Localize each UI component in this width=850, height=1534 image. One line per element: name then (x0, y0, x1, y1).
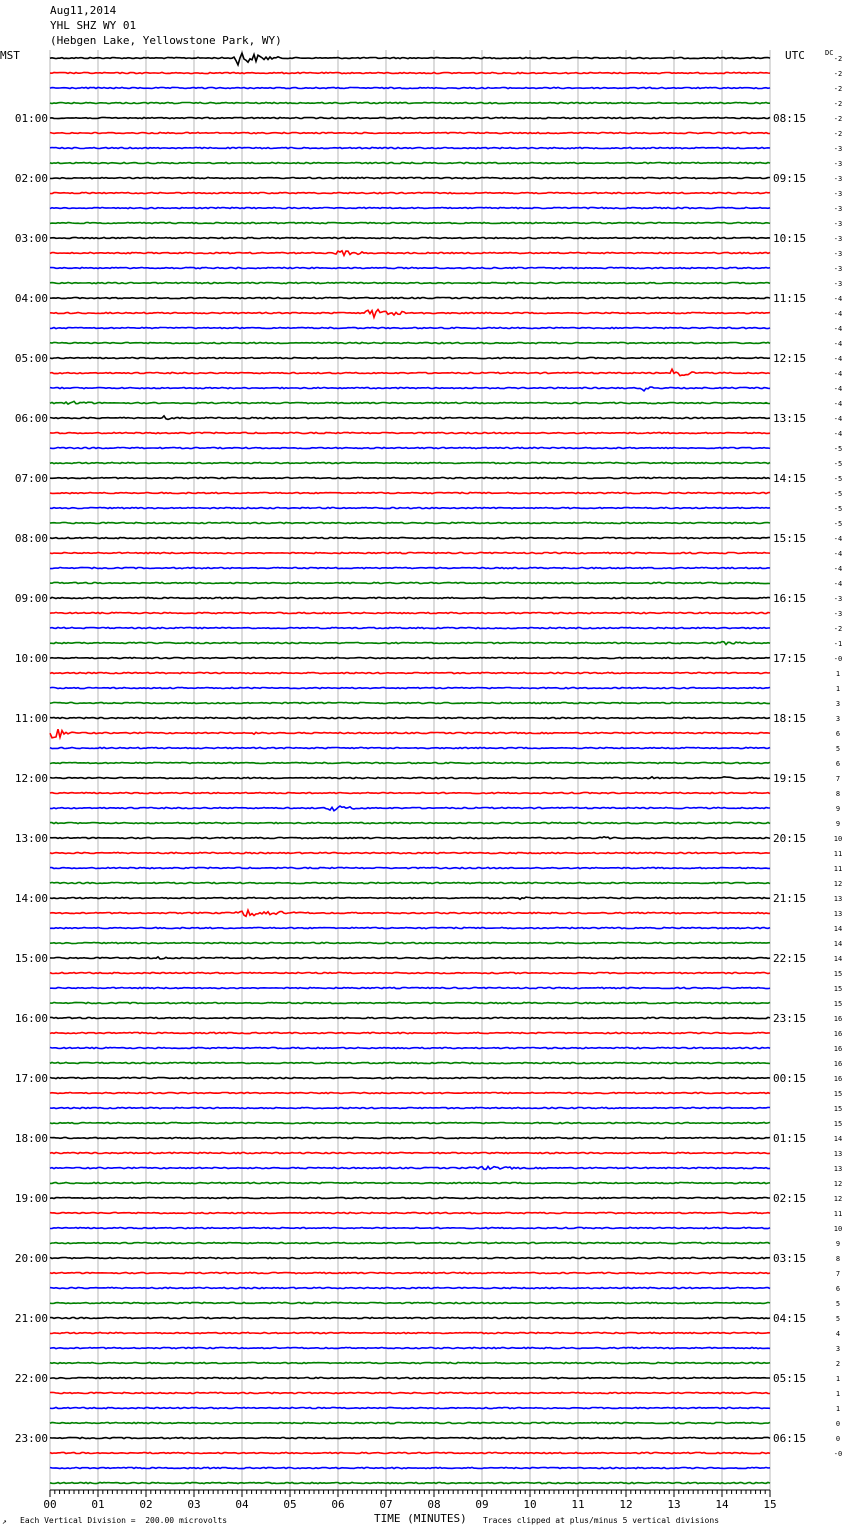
left-hour-label: 09:00 (14, 592, 48, 605)
trace-row-65 (50, 1032, 770, 1033)
trace-row-45 (50, 729, 770, 738)
trace-row-14 (50, 267, 770, 268)
dc-offset: 14 (833, 925, 843, 933)
trace-row-80 (50, 1257, 770, 1258)
dc-offset: 1 (835, 1405, 841, 1413)
trace-row-79 (50, 1242, 770, 1243)
trace-row-27 (50, 462, 770, 463)
dc-offset: -4 (833, 580, 843, 588)
trace-row-90 (50, 1407, 770, 1408)
trace-row-42 (50, 687, 770, 688)
trace-row-92 (50, 1437, 770, 1438)
left-hour-label: 16:00 (14, 1012, 48, 1025)
trace-row-59 (50, 942, 770, 943)
dc-offset: 8 (835, 790, 841, 798)
trace-row-47 (50, 762, 770, 763)
dc-offset: -5 (833, 445, 843, 453)
dc-offset: -5 (833, 460, 843, 468)
trace-row-22 (50, 387, 770, 391)
right-hour-label: 12:15 (773, 352, 807, 365)
right-hour-label: 00:15 (773, 1072, 807, 1085)
right-hour-label: 09:15 (773, 172, 807, 185)
dc-offset: -2 (833, 100, 843, 108)
right-hour-label: 19:15 (773, 772, 807, 785)
dc-offset: 7 (835, 775, 841, 783)
trace-row-66 (50, 1047, 770, 1048)
trace-row-70 (50, 1107, 770, 1108)
dc-offset: 10 (833, 835, 843, 843)
trace-row-88 (50, 1377, 770, 1378)
x-tick-label: 04 (235, 1498, 249, 1511)
dc-offset: -3 (833, 250, 843, 258)
dc-offset: 1 (835, 1390, 841, 1398)
trace-row-28 (50, 477, 770, 478)
dc-offset: -3 (833, 595, 843, 603)
trace-row-82 (50, 1287, 770, 1288)
dc-offset: -2 (833, 130, 843, 138)
left-hour-label: 01:00 (14, 112, 48, 125)
trace-row-87 (50, 1362, 770, 1363)
right-hour-label: 05:15 (773, 1372, 807, 1385)
trace-row-69 (50, 1092, 770, 1093)
trace-row-48 (50, 777, 770, 779)
x-tick-label: 00 (43, 1498, 57, 1511)
dc-offset: -4 (833, 385, 843, 393)
trace-row-2 (50, 87, 770, 88)
dc-offset: 16 (833, 1075, 843, 1083)
x-tick-label: 14 (715, 1498, 729, 1511)
trace-row-51 (50, 822, 770, 823)
x-tick-label: 05 (283, 1498, 297, 1511)
dc-offset: 1 (835, 685, 841, 693)
trace-row-36 (50, 597, 770, 598)
trace-row-23 (50, 401, 770, 404)
trace-row-12 (50, 237, 770, 238)
dc-offset: 16 (833, 1045, 843, 1053)
dc-offset: -5 (833, 475, 843, 483)
left-hour-label: 17:00 (14, 1072, 48, 1085)
dc-offset: 13 (833, 1150, 843, 1158)
left-hour-label: 19:00 (14, 1192, 48, 1205)
dc-offset: -4 (833, 400, 843, 408)
trace-row-11 (50, 222, 770, 223)
x-axis-title: TIME (MINUTES) (374, 1512, 467, 1525)
right-hour-label: 18:15 (773, 712, 807, 725)
dc-offset: 15 (833, 1000, 843, 1008)
corner-mark: ↗ (2, 1517, 7, 1526)
trace-row-86 (50, 1347, 770, 1348)
dc-offset: -4 (833, 370, 843, 378)
trace-row-4 (50, 117, 770, 118)
right-hour-label: 16:15 (773, 592, 807, 605)
dc-offset: -3 (833, 280, 843, 288)
dc-offset: 15 (833, 1120, 843, 1128)
trace-row-39 (50, 642, 770, 645)
trace-row-68 (50, 1077, 770, 1078)
right-hour-label: 14:15 (773, 472, 807, 485)
dc-offset: 5 (835, 1300, 841, 1308)
trace-row-25 (50, 432, 770, 433)
right-hour-label: 02:15 (773, 1192, 807, 1205)
trace-row-85 (50, 1332, 770, 1333)
trace-row-72 (50, 1137, 770, 1138)
dc-offset: 14 (833, 1135, 843, 1143)
left-hour-label: 20:00 (14, 1252, 48, 1265)
dc-offset: 3 (835, 715, 841, 723)
dc-offset: 11 (833, 850, 843, 858)
trace-row-9 (50, 192, 770, 193)
dc-offset: -4 (833, 535, 843, 543)
x-tick-label: 11 (571, 1498, 585, 1511)
dc-offset: -2 (833, 55, 843, 63)
dc-offset: 6 (835, 760, 841, 768)
left-hour-label: 02:00 (14, 172, 48, 185)
trace-row-57 (50, 910, 770, 916)
dc-offset: -5 (833, 520, 843, 528)
dc-offset: 15 (833, 985, 843, 993)
trace-row-20 (50, 357, 770, 358)
left-hour-label: 18:00 (14, 1132, 48, 1145)
left-hour-label: 06:00 (14, 412, 48, 425)
dc-offset: 1 (835, 670, 841, 678)
dc-offset: 1 (835, 1375, 841, 1383)
trace-row-40 (50, 657, 770, 658)
trace-row-8 (50, 177, 770, 178)
dc-offset: -4 (833, 340, 843, 348)
plot-date: Aug11,2014 (50, 4, 117, 17)
trace-row-33 (50, 552, 770, 553)
left-hour-label: 04:00 (14, 292, 48, 305)
dc-offset: -4 (833, 355, 843, 363)
trace-row-32 (50, 537, 770, 538)
trace-row-54 (50, 867, 770, 868)
trace-row-37 (50, 612, 770, 613)
dc-offset: 7 (835, 1270, 841, 1278)
dc-offset: 9 (835, 805, 841, 813)
trace-row-81 (50, 1272, 770, 1273)
trace-row-6 (50, 147, 770, 148)
dc-offset: -4 (833, 430, 843, 438)
right-hour-label: 23:15 (773, 1012, 807, 1025)
dc-offset: -3 (833, 220, 843, 228)
trace-row-55 (50, 882, 770, 883)
left-hour-label: 07:00 (14, 472, 48, 485)
trace-row-19 (50, 342, 770, 343)
dc-offset: 9 (835, 1240, 841, 1248)
left-hour-label: 14:00 (14, 892, 48, 905)
trace-row-95 (50, 1482, 770, 1483)
dc-offset: 15 (833, 1105, 843, 1113)
dc-offset: 10 (833, 1225, 843, 1233)
trace-row-34 (50, 567, 770, 568)
dc-offset: 12 (833, 880, 843, 888)
right-hour-label: 21:15 (773, 892, 807, 905)
left-hour-label: 21:00 (14, 1312, 48, 1325)
dc-offset: 3 (835, 700, 841, 708)
dc-offset: 13 (833, 1165, 843, 1173)
trace-row-5 (50, 132, 770, 133)
right-hour-label: 10:15 (773, 232, 807, 245)
dc-offset: 5 (835, 1315, 841, 1323)
dc-offset: 4 (835, 1330, 841, 1338)
dc-offset: -2 (833, 115, 843, 123)
left-hour-label: 13:00 (14, 832, 48, 845)
dc-offset: 13 (833, 895, 843, 903)
trace-row-43 (50, 702, 770, 703)
trace-row-21 (50, 369, 770, 376)
dc-offset: -2 (833, 85, 843, 93)
trace-row-35 (50, 582, 770, 583)
trace-row-30 (50, 507, 770, 508)
trace-row-63 (50, 1002, 770, 1003)
dc-offset: 6 (835, 1285, 841, 1293)
dc-offset: -3 (833, 160, 843, 168)
trace-row-64 (50, 1017, 770, 1018)
dc-offset: 14 (833, 955, 843, 963)
station-location: (Hebgen Lake, Yellowstone Park, WY) (50, 34, 282, 47)
dc-offset: 15 (833, 970, 843, 978)
trace-row-3 (50, 102, 770, 103)
trace-row-29 (50, 492, 770, 493)
left-hour-label: 11:00 (14, 712, 48, 725)
dc-offset: -0 (833, 655, 843, 663)
trace-row-84 (50, 1317, 770, 1318)
dc-offset: 13 (833, 910, 843, 918)
left-hour-label: 10:00 (14, 652, 48, 665)
trace-row-18 (50, 327, 770, 328)
dc-offset: 9 (835, 820, 841, 828)
trace-row-13 (50, 251, 770, 256)
trace-row-76 (50, 1197, 770, 1198)
right-hour-label: 03:15 (773, 1252, 807, 1265)
trace-row-74 (50, 1166, 770, 1169)
dc-offset: 12 (833, 1195, 843, 1203)
station-name: YHL SHZ WY 01 (50, 19, 137, 32)
dc-offset: 16 (833, 1060, 843, 1068)
x-tick-label: 13 (667, 1498, 681, 1511)
trace-row-56 (50, 897, 770, 899)
clip-note: Traces clipped at plus/minus 5 vertical divisions (483, 1516, 720, 1525)
trace-row-16 (50, 297, 770, 298)
dc-offset: -3 (833, 190, 843, 198)
trace-row-50 (50, 806, 770, 811)
trace-row-38 (50, 627, 770, 628)
trace-row-73 (50, 1152, 770, 1153)
trace-row-62 (50, 987, 770, 988)
trace-row-75 (50, 1182, 770, 1183)
right-hour-label: 17:15 (773, 652, 807, 665)
dc-offset: 6 (835, 730, 841, 738)
dc-offset: 2 (835, 1360, 841, 1368)
dc-offset: -3 (833, 265, 843, 273)
trace-row-17 (50, 310, 770, 318)
right-hour-label: 04:15 (773, 1312, 807, 1325)
trace-row-7 (50, 162, 770, 163)
dc-offset: 11 (833, 1210, 843, 1218)
left-timezone: MST (0, 49, 20, 62)
dc-offset: -0 (833, 1450, 843, 1458)
dc-offset: -3 (833, 235, 843, 243)
trace-row-26 (50, 447, 770, 448)
right-hour-label: 01:15 (773, 1132, 807, 1145)
right-hour-label: 11:15 (773, 292, 807, 305)
right-timezone: UTC (785, 49, 805, 62)
left-hour-label: 22:00 (14, 1372, 48, 1385)
x-tick-label: 15 (763, 1498, 777, 1511)
dc-offset: -5 (833, 490, 843, 498)
left-hour-label: 12:00 (14, 772, 48, 785)
trace-row-60 (50, 957, 770, 959)
dc-offset: 0 (835, 1435, 841, 1443)
x-tick-label: 12 (619, 1498, 633, 1511)
dc-offset: 5 (835, 745, 841, 753)
trace-row-46 (50, 747, 770, 748)
trace-row-52 (50, 837, 770, 839)
trace-row-77 (50, 1212, 770, 1213)
dc-offset: -4 (833, 415, 843, 423)
trace-row-0 (50, 53, 770, 65)
dc-offset: -3 (833, 145, 843, 153)
trace-row-93 (50, 1452, 770, 1453)
dc-offset: -4 (833, 550, 843, 558)
dc-offset: -3 (833, 175, 843, 183)
trace-row-67 (50, 1062, 770, 1063)
right-hour-label: 06:15 (773, 1432, 807, 1445)
x-tick-label: 07 (379, 1498, 393, 1511)
scale-note: Each Vertical Division = 200.00 microvolts (20, 1516, 228, 1525)
dc-offset: 3 (835, 1345, 841, 1353)
dc-offset: -5 (833, 505, 843, 513)
trace-row-49 (50, 792, 770, 793)
trace-row-61 (50, 972, 770, 973)
left-hour-label: 08:00 (14, 532, 48, 545)
dc-offset: -1 (833, 640, 843, 648)
dc-offset: -4 (833, 295, 843, 303)
x-tick-label: 01 (91, 1498, 105, 1511)
left-hour-label: 05:00 (14, 352, 48, 365)
trace-row-41 (50, 672, 770, 673)
trace-row-94 (50, 1467, 770, 1468)
dc-offset: -4 (833, 565, 843, 573)
x-tick-label: 06 (331, 1498, 345, 1511)
left-hour-label: 15:00 (14, 952, 48, 965)
trace-row-78 (50, 1227, 770, 1228)
dc-offset: 16 (833, 1015, 843, 1023)
trace-row-1 (50, 72, 770, 73)
trace-row-44 (50, 717, 770, 718)
x-tick-label: 03 (187, 1498, 201, 1511)
right-hour-label: 15:15 (773, 532, 807, 545)
dc-offset: 14 (833, 940, 843, 948)
trace-row-24 (50, 416, 770, 420)
right-hour-label: 22:15 (773, 952, 807, 965)
dc-offset: 16 (833, 1030, 843, 1038)
trace-row-58 (50, 927, 770, 928)
right-hour-label: 08:15 (773, 112, 807, 125)
dc-offset: -2 (833, 70, 843, 78)
dc-offset: -3 (833, 205, 843, 213)
x-tick-label: 10 (523, 1498, 537, 1511)
dc-offset: 11 (833, 865, 843, 873)
dc-offset: 8 (835, 1255, 841, 1263)
x-tick-label: 09 (475, 1498, 489, 1511)
right-hour-label: 20:15 (773, 832, 807, 845)
trace-row-10 (50, 207, 770, 208)
x-tick-label: 08 (427, 1498, 441, 1511)
trace-row-71 (50, 1122, 770, 1123)
trace-row-83 (50, 1302, 770, 1303)
left-hour-label: 23:00 (14, 1432, 48, 1445)
right-hour-label: 13:15 (773, 412, 807, 425)
trace-row-15 (50, 282, 770, 283)
dc-offset: 12 (833, 1180, 843, 1188)
trace-row-31 (50, 522, 770, 523)
trace-row-53 (50, 852, 770, 853)
trace-row-89 (50, 1392, 770, 1393)
left-hour-label: 03:00 (14, 232, 48, 245)
x-tick-label: 02 (139, 1498, 153, 1511)
dc-label: DC (825, 49, 834, 57)
dc-offset: 15 (833, 1090, 843, 1098)
dc-offset: -4 (833, 310, 843, 318)
dc-offset: -2 (833, 625, 843, 633)
trace-row-91 (50, 1422, 770, 1423)
dc-offset: -4 (833, 325, 843, 333)
dc-offset: 0 (835, 1420, 841, 1428)
dc-offset: -3 (833, 610, 843, 618)
